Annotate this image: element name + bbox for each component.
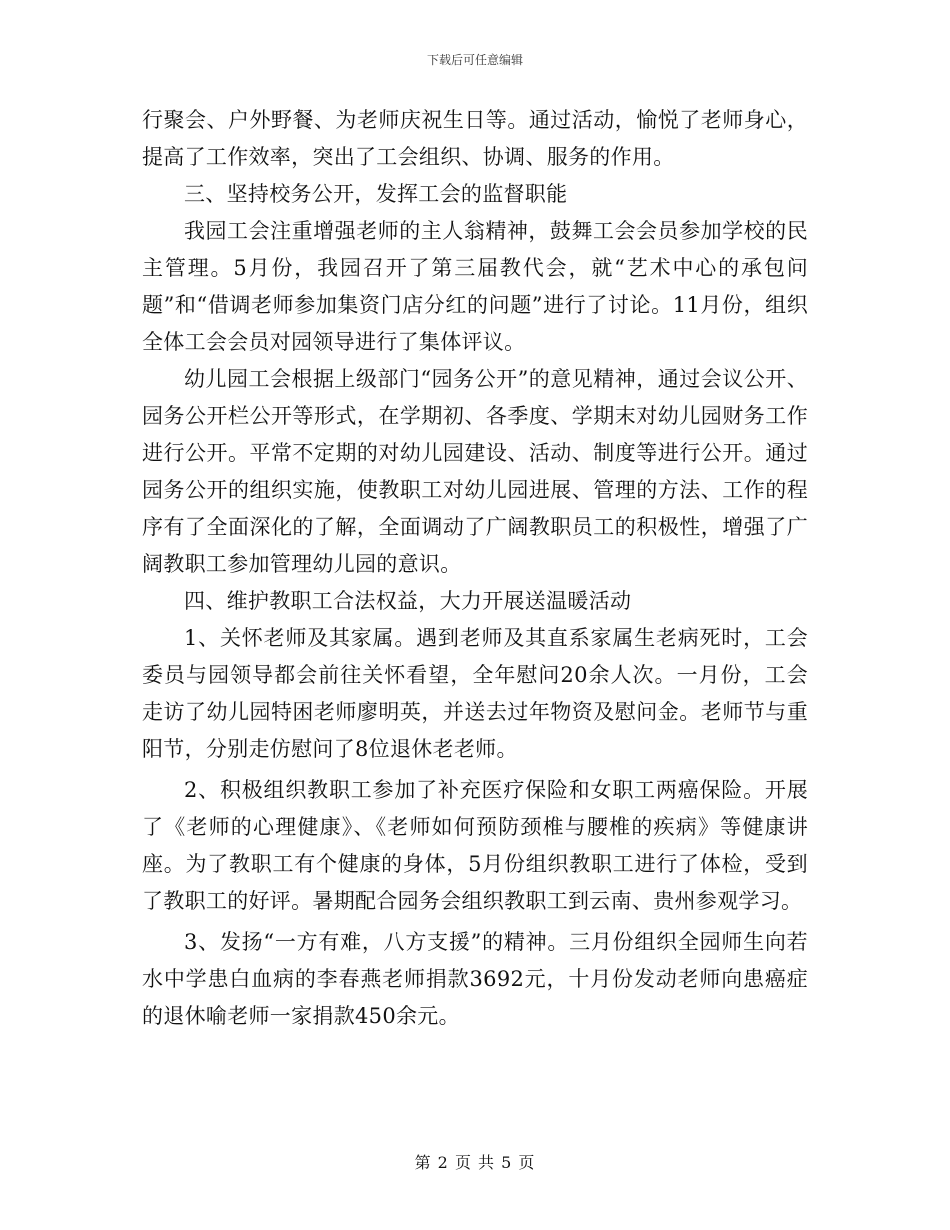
- paragraph-affairs-disclosure: 幼儿园工会根据上级部门“园务公开”的意见精神，通过会议公开、园务公开栏公开等形式，在学期初、各季度、学期末对幼儿园财务工作进行公开。平常不定期的对幼儿园建设、活动、制度等进行公开。通过园务公开的组织实施，使教职工对幼儿园进展、管理的方法、工作的程序有了全面深化的了解，全面调动了广阔教职员工的积极性，增强了广阔教职工参加管理幼儿园的意识。: [142, 367, 808, 576]
- paragraph-activities-summary: 行聚会、户外野餐、为老师庆祝生日等。通过活动，愉悦了老师身心，提高了工作效率，突出了工会组织、协调、服务的作用。: [142, 108, 808, 169]
- paragraph-donations: 3、发扬“一方有难，八方支援”的精神。三月份组织全园师生向若水中学患白血病的李春燕老师捐款3692元，十月份发动老师向患癌症的退休喻老师一家捐款450余元。: [142, 930, 808, 1028]
- page-number: 第 2 页 共 5 页: [414, 1153, 536, 1172]
- document-body: [142, 102, 808, 1035]
- section-heading-four: 四、维护教职工合法权益，大力开展送温暖活动: [184, 589, 632, 613]
- paragraph-care-families: 1、关怀老师及其家属。遇到老师及其直系家属生老病死时，工会委员与园领导都会前往关怀看望，全年慰问20余人次。一月份，工会走访了幼儿园特困老师廖明英，并送去过年物资及慰问金。老师节与重阳节，分别走仿慰问了8位退休老老师。: [142, 626, 808, 761]
- section-heading-three: 三、坚持校务公开，发挥工会的监督职能: [184, 182, 568, 206]
- paragraph-democratic-management: 我园工会注重增强老师的主人翁精神，鼓舞工会会员参加学校的民主管理。5月份，我园召开了第三届教代会，就“艺术中心的承包问题”和“借调老师参加集资门店分红的问题”进行了讨论。11月份，组织全体工会会员对园领导进行了集体评议。: [142, 219, 808, 354]
- page-header-note: 下载后可任意编辑: [426, 53, 523, 67]
- paragraph-insurance-health: 2、积极组织教职工参加了补充医疗保险和女职工两癌保险。开展了《老师的心理健康》、《老师如何预防颈椎与腰椎的疾病》等健康讲座。为了教职工有个健康的身体，5月份组织教职工进行了体检，受到了教职工的好评。暑期配合园务会组织教职工到云南、贵州参观学习。: [142, 778, 808, 913]
